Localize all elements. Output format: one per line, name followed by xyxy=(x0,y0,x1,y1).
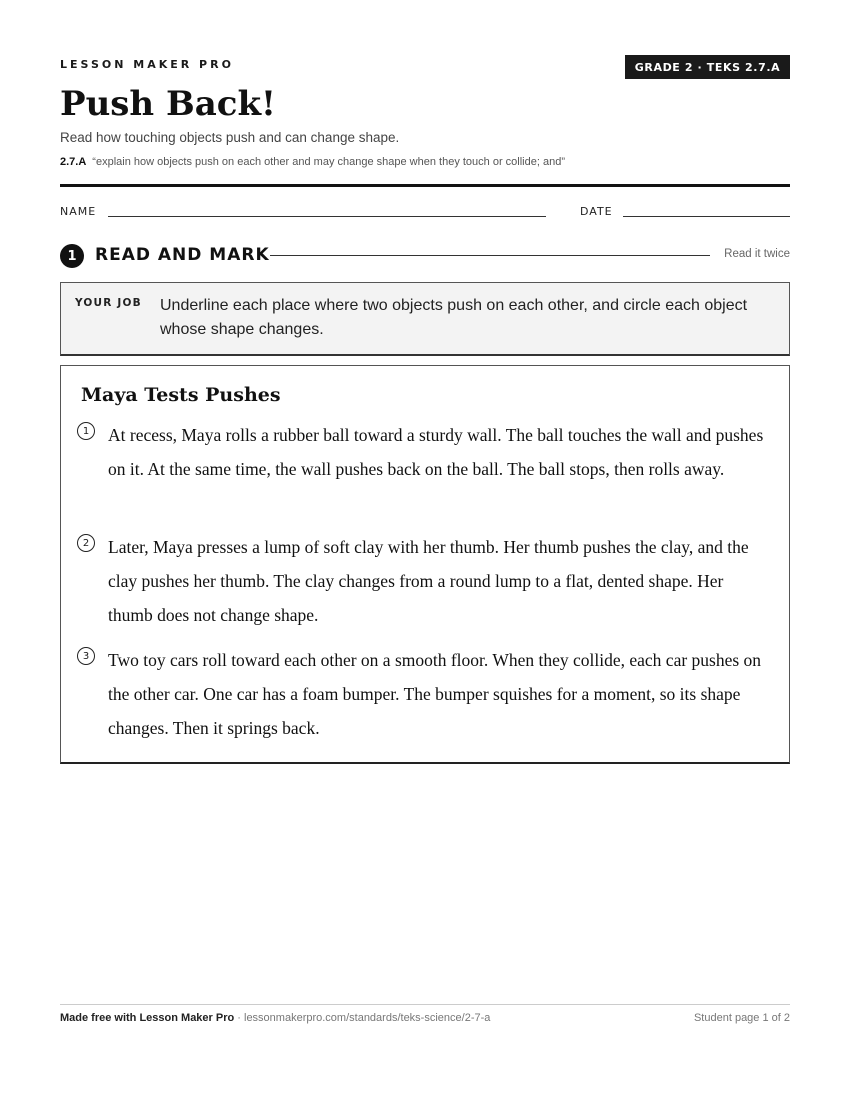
job-text: Underline each place where two objects push on each other, and circle each object whose shape changes. xyxy=(160,297,748,338)
story-paragraph: At recess, Maya rolls a rubber ball toward a sturdy wall. The ball touches the wall and pushes on it. At the same time, the wall pushes back on the ball. The ball stops, then rolls away. xyxy=(108,425,764,479)
standard-line xyxy=(60,156,565,168)
date-label: DATE xyxy=(580,205,613,218)
paragraph-number: 1 xyxy=(77,422,95,440)
job-label: YOUR JOB xyxy=(75,297,142,309)
section-title: READ AND MARK xyxy=(95,245,270,265)
paragraph-number: 3 xyxy=(77,647,95,665)
story-paragraph: Two toy cars roll toward each other on a smooth floor. When they collide, each car pushes on the other car. One car has a foam bumper. The bumper squishes for a moment, so its shape changes. Then it springs back. xyxy=(108,650,762,738)
page-title: Push Back! xyxy=(60,84,276,124)
footer-divider xyxy=(60,1004,790,1005)
standard-text: “explain how objects push on each other and may change shape when they touch or collide; and” xyxy=(92,156,565,168)
job-box xyxy=(60,282,790,356)
standard-code: 2.7.A xyxy=(60,156,87,168)
page-subtitle: Read how touching objects push and can change shape. xyxy=(60,130,400,145)
section-number-badge: 1 xyxy=(60,244,84,268)
page-indicator: Student page 1 of 2 xyxy=(693,1012,790,1024)
name-label: NAME xyxy=(60,205,97,218)
footer-credit xyxy=(60,1012,490,1024)
footer-brand: Made free with Lesson Maker Pro xyxy=(60,1012,235,1024)
grade-badge: GRADE 2 · TEKS 2.7.A xyxy=(625,55,790,79)
paragraph-number: 2 xyxy=(77,534,95,552)
header-divider xyxy=(60,184,790,187)
story-paragraph: Later, Maya presses a lump of soft clay with her thumb. Her thumb pushes the clay, and the clay pushes her thumb. The clay changes from a round lump to a flat, dented shape. Her thumb does not change shape. xyxy=(108,537,749,625)
section-divider xyxy=(270,255,710,256)
story-box xyxy=(60,365,790,764)
brand-label: LESSON MAKER PRO xyxy=(60,58,234,71)
date-field[interactable] xyxy=(623,216,790,217)
story-title: Maya Tests Pushes xyxy=(81,384,281,406)
section-note: Read it twice xyxy=(724,248,790,260)
footer-url[interactable]: · lessonmakerpro.com/standards/teks-science/2-7-a xyxy=(234,1012,491,1024)
name-field[interactable] xyxy=(108,216,546,217)
